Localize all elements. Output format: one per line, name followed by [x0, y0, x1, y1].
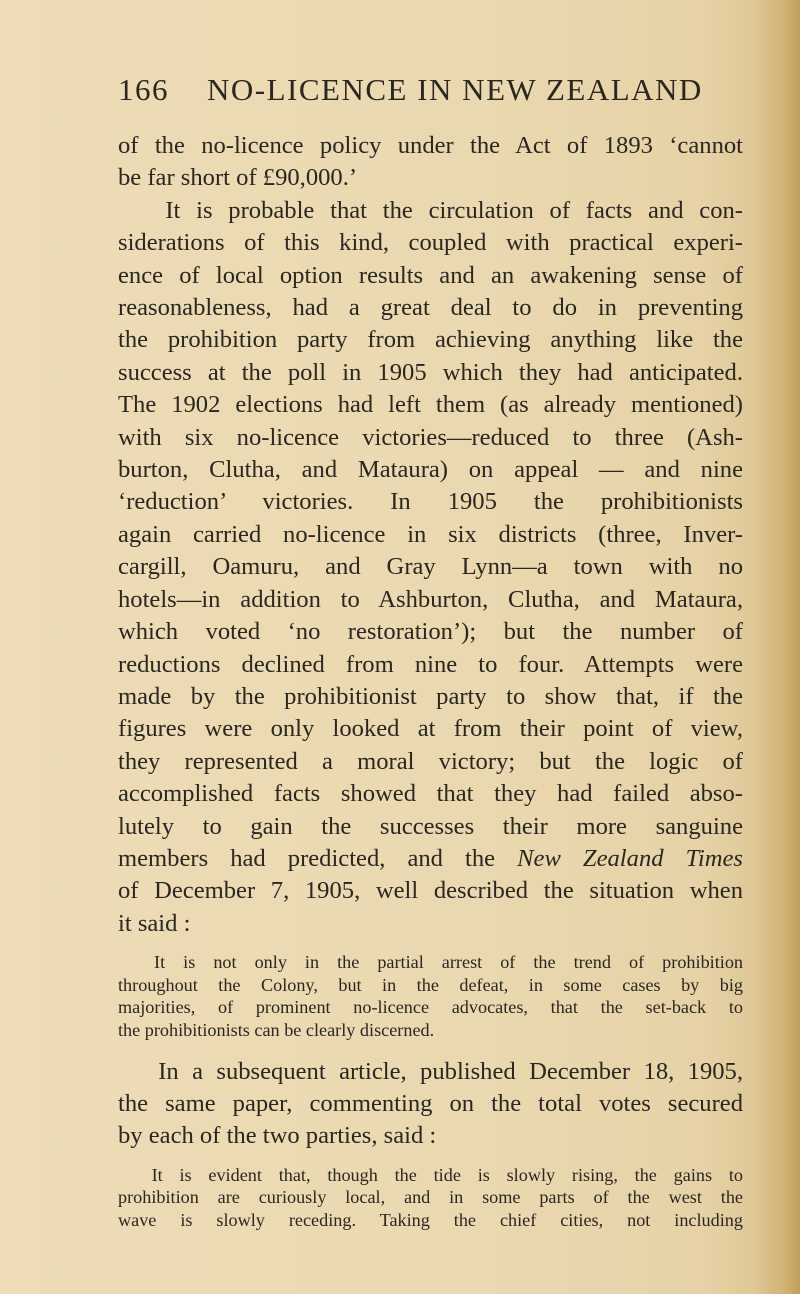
text-line: The 1902 elections had left them (as already mentioned): [118, 391, 743, 419]
text-line: by each of the two parties, said :: [118, 1122, 437, 1150]
text-line: burton, Clutha, and Mataura) on appeal — and nine: [118, 456, 743, 484]
block-quote-2: [118, 1164, 743, 1232]
text-line: it said :: [118, 909, 191, 937]
text-line: they represented a moral victory; but the logic of: [118, 747, 743, 775]
text-line: reductions declined from nine to four. Attempts were: [118, 650, 743, 678]
text-line: figures were only looked at from their point of view,: [118, 715, 743, 743]
text-line: ence of local option results and an awakening sense of: [118, 261, 743, 289]
paragraph-1: [118, 130, 743, 195]
text-line: made by the prohibitionist party to show that, if the: [118, 682, 743, 710]
text-line: accomplished facts showed that they had failed abso-: [118, 780, 743, 808]
quote-line: It is not only in the partial arrest of the trend of prohibition: [154, 952, 744, 973]
paragraph-3: [118, 1056, 743, 1153]
quote-line: majorities, of prominent no-licence advocates, that the set-back to: [118, 997, 743, 1018]
page-body: [118, 130, 743, 1232]
text-line: hotels—in addition to Ashburton, Clutha, and Mataura,: [118, 585, 743, 613]
quote-line: the prohibitionists can be clearly discerned.: [118, 1019, 435, 1040]
text-line: of the no-licence policy under the Act of 1893 ‘cannot: [118, 132, 743, 159]
page-number: 166: [118, 72, 169, 107]
paragraph-2: [118, 195, 743, 940]
quote-line: throughout the Colony, but in the defeat, in some cases by big: [118, 974, 743, 995]
text-line: ‘reduction’ victories. In 1905 the prohibitionists: [118, 488, 743, 516]
text-line: It is probable that the circulation of facts and con-: [165, 196, 743, 224]
text-line: again carried no-licence in six districts (three, Inver-: [118, 520, 743, 548]
text-line: with six no-licence victories—reduced to three (Ash-: [118, 423, 743, 451]
text-line: reasonableness, had a great deal to do in preventing: [118, 294, 743, 322]
text-line: of December 7, 1905, well described the situation when: [118, 877, 743, 905]
text-line: cargill, Oamuru, and Gray Lynn—a town with no: [118, 553, 743, 581]
text-line: lutely to gain the successes their more sanguine: [118, 812, 743, 840]
running-title: NO-LICENCE IN NEW ZEALAND: [207, 72, 703, 107]
text-line: the same paper, commenting on the total votes secured: [118, 1089, 743, 1117]
block-quote-1: [118, 951, 743, 1041]
text-line: the prohibition party from achieving anything like the: [118, 326, 743, 354]
quote-line: prohibition are curiously local, and in some parts of the west the: [118, 1187, 743, 1208]
text-line: success at the poll in 1905 which they had anticipated.: [118, 358, 743, 386]
quote-line: It is evident that, though the tide is slowly rising, the gains to: [151, 1164, 743, 1185]
quote-line: wave is slowly receding. Taking the chief cities, not including: [118, 1209, 743, 1230]
text-line: members had predicted, and the New Zealand Times: [118, 844, 743, 872]
page-edge-shadow: [752, 0, 800, 1294]
text-line: siderations of this kind, coupled with practical experi-: [118, 229, 743, 257]
text-line: which voted ‘no restoration’); but the number of: [118, 618, 743, 646]
running-header: [118, 72, 703, 108]
text-line: be far short of £90,000.’: [118, 164, 358, 192]
text-line: In a subsequent article, published December 18, 1905,: [158, 1057, 743, 1085]
newspaper-title: New Zealand Times: [517, 844, 743, 872]
